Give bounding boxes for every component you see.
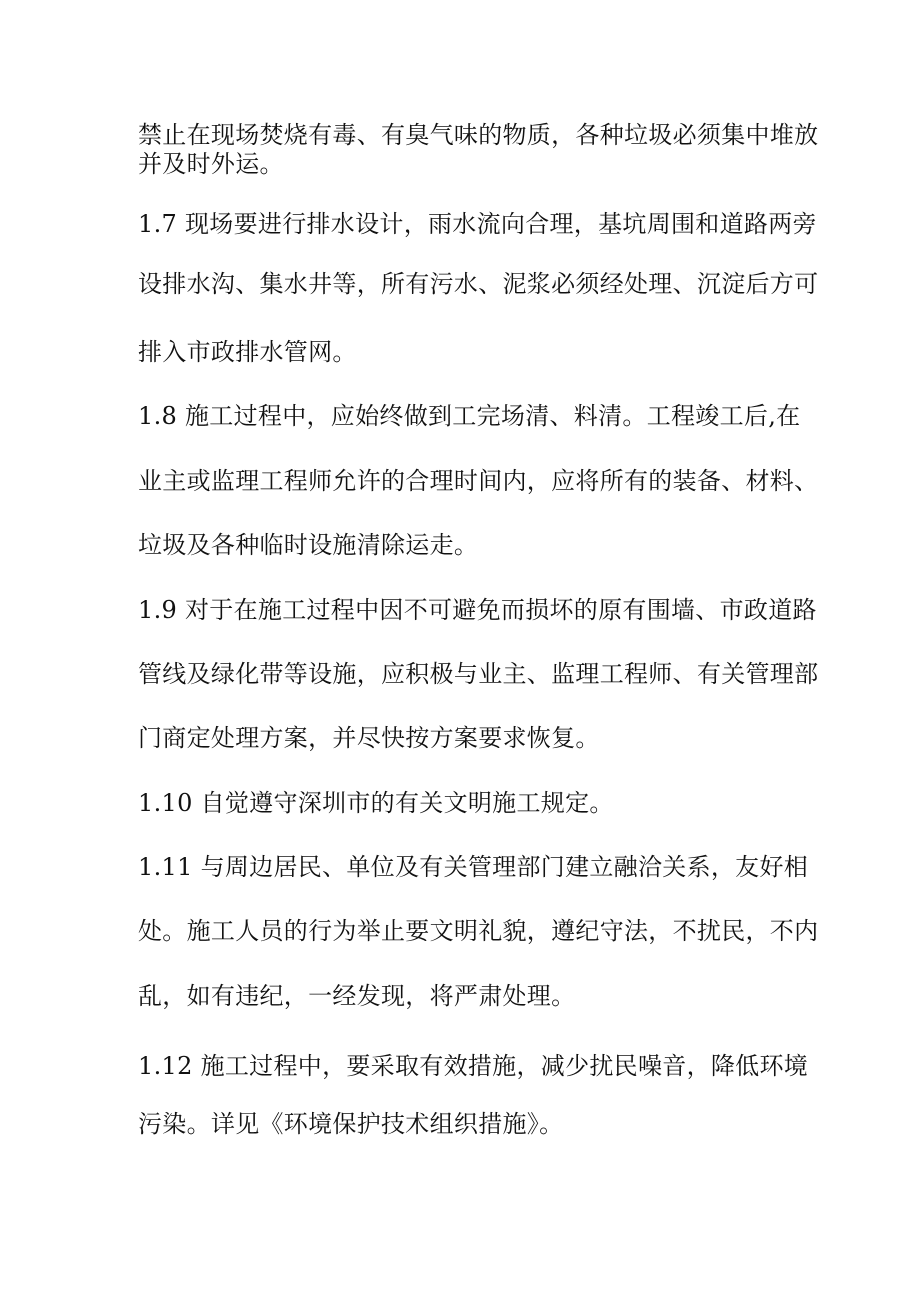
text-line: 设排水沟、集水井等，所有污水、泥浆必须经处理、沉淀后方可: [138, 270, 819, 298]
text-line: 排入市政排水管网。: [138, 338, 357, 366]
text-line: 门商定处理方案，并尽快按方案要求恢复。: [138, 724, 600, 752]
text-line: 1.7 现场要进行排水设计，雨水流向合理，基坑周围和道路两旁: [138, 210, 817, 238]
text-line: 污染。详见《环境保护技术组织措施》。: [138, 1110, 564, 1138]
text-line: 1.12 施工过程中，要采取有效措施，减少扰民噪音，降低环境: [138, 1052, 809, 1080]
text-line: 1.11 与周边居民、单位及有关管理部门建立融洽关系，友好相: [138, 853, 809, 881]
text-line: 1.8 施工过程中，应始终做到工完场清、料清。工程竣工后,在: [138, 402, 801, 430]
text-line: 禁止在现场焚烧有毒、有臭气味的物质，各种垃圾必须集中堆放: [138, 121, 819, 149]
text-line: 垃圾及各种临时设施清除运走。: [138, 531, 479, 559]
text-line: 1.10 自觉遵守深圳市的有关文明施工规定。: [138, 789, 614, 817]
text-line: 乱，如有违纪，一经发现，将严肃处理。: [138, 982, 576, 1010]
text-line: 1.9 对于在施工过程中因不可避免而损坏的原有围墙、市政道路: [138, 596, 817, 624]
text-line: 管线及绿化带等设施，应积极与业主、监理工程师、有关管理部: [138, 660, 819, 688]
text-line: 业主或监理工程师允许的合理时间内，应将所有的装备、材料、: [138, 467, 819, 495]
text-line: 处。施工人员的行为举止要文明礼貌，遵纪守法，不扰民，不内: [138, 917, 819, 945]
text-line: 并及时外运。: [138, 150, 284, 178]
